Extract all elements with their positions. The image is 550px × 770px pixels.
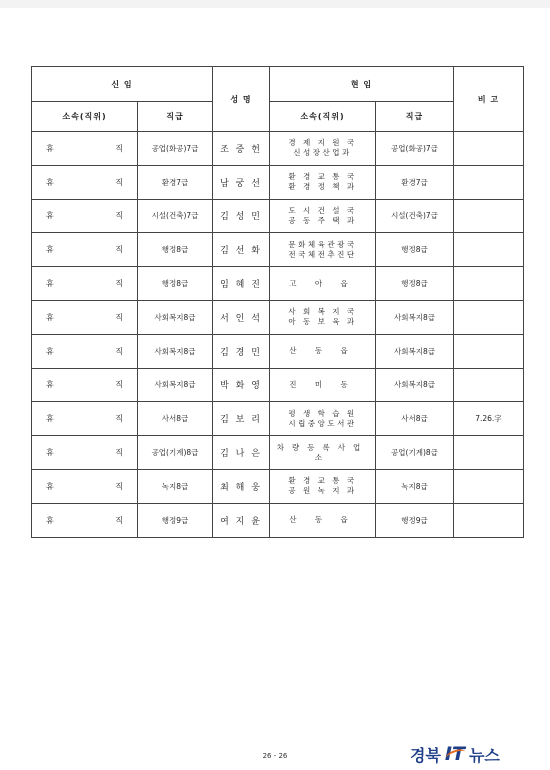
leave-status-char: 휴 [46, 481, 54, 491]
note-cell [454, 368, 524, 402]
page-number: 26 - 26 [262, 752, 288, 760]
note-cell [454, 233, 524, 267]
current-grade-cell: 시설(건축)7급 [376, 199, 454, 233]
dept-line: 환 경 교 통 국 [288, 172, 357, 182]
table-row [32, 199, 524, 233]
leave-status-char: 휴 [46, 380, 54, 390]
leave-status-char: 휴 [46, 312, 54, 322]
leave-status-char: 휴 [46, 414, 54, 424]
prev-grade-cell: 시설(건축)7급 [138, 199, 213, 233]
person-name-cell: 서 인 석 [213, 300, 270, 334]
dept-line: 도 시 건 설 국 [288, 205, 357, 215]
prev-dept-cell [32, 132, 138, 166]
prev-grade-cell: 행정9급 [138, 503, 213, 537]
table-row [32, 267, 524, 301]
leave-status [32, 413, 137, 424]
current-position-header: 현 임 [270, 67, 454, 102]
prev-dept-cell [32, 436, 138, 470]
prev-grade-cell: 환경7급 [138, 165, 213, 199]
dept-line: 차량등록사업소 [276, 442, 369, 462]
leave-status-char: 직 [115, 211, 123, 221]
table-row [32, 402, 524, 436]
note-cell [454, 199, 524, 233]
dept-line: 진 미 동 [289, 379, 356, 389]
table-row [32, 503, 524, 537]
dept-line: 신성장산업과 [293, 148, 352, 158]
prev-dept-cell [32, 300, 138, 334]
logo-text-right: 뉴스 [468, 745, 500, 765]
prev-grade-cell: 녹지8급 [138, 469, 213, 503]
leave-status [32, 481, 137, 492]
person-name-cell: 여 지 윤 [213, 503, 270, 537]
leave-status-char: 직 [115, 143, 123, 153]
current-dept-cell [270, 165, 376, 199]
leave-status [32, 515, 137, 526]
personnel-table [31, 66, 524, 538]
current-grade-cell: 녹지8급 [376, 469, 454, 503]
news-logo [410, 741, 500, 767]
prev-grade-cell: 사회복지8급 [138, 368, 213, 402]
leave-status [32, 447, 137, 458]
leave-status-char: 직 [115, 515, 123, 525]
person-name-cell: 김 성 민 [213, 199, 270, 233]
prev-grade-cell: 행정8급 [138, 267, 213, 301]
prev-grade-header: 직급 [138, 102, 213, 132]
table-row [32, 165, 524, 199]
dept-line: 시립중앙도서관 [288, 418, 357, 428]
table-row [32, 334, 524, 368]
current-grade-cell: 행정8급 [376, 233, 454, 267]
leave-status-char: 직 [115, 380, 123, 390]
prev-grade-cell: 사서8급 [138, 402, 213, 436]
note-header: 비 고 [454, 67, 524, 132]
current-grade-cell: 사회복지8급 [376, 368, 454, 402]
leave-status [32, 278, 137, 289]
leave-status-char: 휴 [46, 143, 54, 153]
note-cell [454, 469, 524, 503]
dept-line: 공 동 주 택 과 [288, 215, 357, 225]
table-row [32, 233, 524, 267]
current-dept-cell [270, 402, 376, 436]
leave-status-char: 직 [115, 414, 123, 424]
current-dept-cell [270, 436, 376, 470]
current-dept-cell [270, 199, 376, 233]
leave-status-char: 직 [115, 448, 123, 458]
leave-status [32, 312, 137, 323]
current-grade-cell: 행정8급 [376, 267, 454, 301]
current-dept-cell [270, 300, 376, 334]
leave-status [32, 177, 137, 188]
person-name-cell: 최 해 웅 [213, 469, 270, 503]
person-name-cell: 김 선 화 [213, 233, 270, 267]
document-page [0, 8, 550, 770]
prev-dept-cell [32, 368, 138, 402]
prev-dept-header: 소속(직위) [32, 102, 138, 132]
person-name-cell: 조 중 헌 [213, 132, 270, 166]
leave-status-char: 휴 [46, 515, 54, 525]
person-name-cell: 김 나 은 [213, 436, 270, 470]
current-dept-cell [270, 334, 376, 368]
leave-status [32, 346, 137, 357]
leave-status-char: 직 [115, 312, 123, 322]
dept-line: 전국체전추진단 [288, 249, 357, 259]
leave-status-char: 직 [115, 481, 123, 491]
current-grade-cell: 사회복지8급 [376, 334, 454, 368]
table-row [32, 436, 524, 470]
leave-status [32, 143, 137, 154]
prev-grade-cell: 공업(기계)8급 [138, 436, 213, 470]
current-grade-cell: 사서8급 [376, 402, 454, 436]
leave-status [32, 244, 137, 255]
current-dept-cell [270, 233, 376, 267]
name-header: 성 명 [213, 67, 270, 132]
leave-status-char: 휴 [46, 245, 54, 255]
dept-line: 환 경 정 책 과 [288, 182, 357, 192]
logo-it-letters: IT [444, 743, 465, 765]
prev-dept-cell [32, 469, 138, 503]
leave-status-char: 휴 [46, 211, 54, 221]
current-grade-cell: 환경7급 [376, 165, 454, 199]
prev-dept-cell [32, 233, 138, 267]
person-name-cell: 남 궁 선 [213, 165, 270, 199]
curr-grade-header: 직급 [376, 102, 454, 132]
prev-dept-cell [32, 165, 138, 199]
leave-status-char: 휴 [46, 448, 54, 458]
leave-status-char: 휴 [46, 346, 54, 356]
leave-status-char: 직 [115, 346, 123, 356]
dept-line: 산 동 읍 [289, 346, 356, 356]
current-grade-cell: 행정9급 [376, 503, 454, 537]
dept-line: 고 아 읍 [289, 278, 356, 288]
dept-line: 사 회 복 지 국 [288, 307, 357, 317]
logo-text-left: 경북 [410, 745, 441, 765]
current-dept-cell [270, 368, 376, 402]
prev-grade-cell: 공업(화공)7급 [138, 132, 213, 166]
prev-grade-cell: 사회복지8급 [138, 334, 213, 368]
prev-dept-cell [32, 267, 138, 301]
prev-grade-cell: 행정8급 [138, 233, 213, 267]
note-cell [454, 436, 524, 470]
prev-position-header: 신 임 [32, 67, 213, 102]
dept-line: 공 원 녹 지 과 [288, 486, 357, 496]
person-name-cell: 임 혜 진 [213, 267, 270, 301]
dept-line: 문화체육관광국 [288, 239, 357, 249]
leave-status-char: 휴 [46, 177, 54, 187]
dept-line: 경 제 지 원 국 [288, 138, 357, 148]
person-name-cell: 박 화 영 [213, 368, 270, 402]
prev-dept-cell [32, 503, 138, 537]
current-grade-cell: 공업(화공)7급 [376, 132, 454, 166]
prev-dept-cell [32, 199, 138, 233]
person-name-cell: 김 보 리 [213, 402, 270, 436]
leave-status-char: 직 [115, 279, 123, 289]
current-grade-cell: 사회복지8급 [376, 300, 454, 334]
current-dept-cell [270, 469, 376, 503]
dept-line: 산 동 읍 [289, 515, 356, 525]
current-grade-cell: 공업(기계)8급 [376, 436, 454, 470]
leave-status-char: 휴 [46, 279, 54, 289]
note-cell [454, 132, 524, 166]
note-cell [454, 165, 524, 199]
dept-line: 환 경 교 통 국 [288, 476, 357, 486]
note-cell: 7.26.字 [454, 402, 524, 436]
curr-dept-header: 소속(직위) [270, 102, 376, 132]
prev-grade-cell: 사회복지8급 [138, 300, 213, 334]
note-cell [454, 267, 524, 301]
table-row [32, 132, 524, 166]
leave-status [32, 210, 137, 221]
note-cell [454, 334, 524, 368]
leave-status-char: 직 [115, 245, 123, 255]
person-name-cell: 김 경 민 [213, 334, 270, 368]
note-cell [454, 503, 524, 537]
dept-line: 평 생 학 습 원 [288, 408, 357, 418]
leave-status-char: 직 [115, 177, 123, 187]
table-row [32, 469, 524, 503]
current-dept-cell [270, 267, 376, 301]
current-dept-cell [270, 132, 376, 166]
prev-dept-cell [32, 334, 138, 368]
table-row [32, 368, 524, 402]
prev-dept-cell [32, 402, 138, 436]
dept-line: 아 동 보 육 과 [288, 317, 357, 327]
table-row [32, 300, 524, 334]
logo-text-it [445, 743, 465, 765]
personnel-table-body [32, 132, 524, 538]
note-cell [454, 300, 524, 334]
current-dept-cell [270, 503, 376, 537]
leave-status [32, 379, 137, 390]
